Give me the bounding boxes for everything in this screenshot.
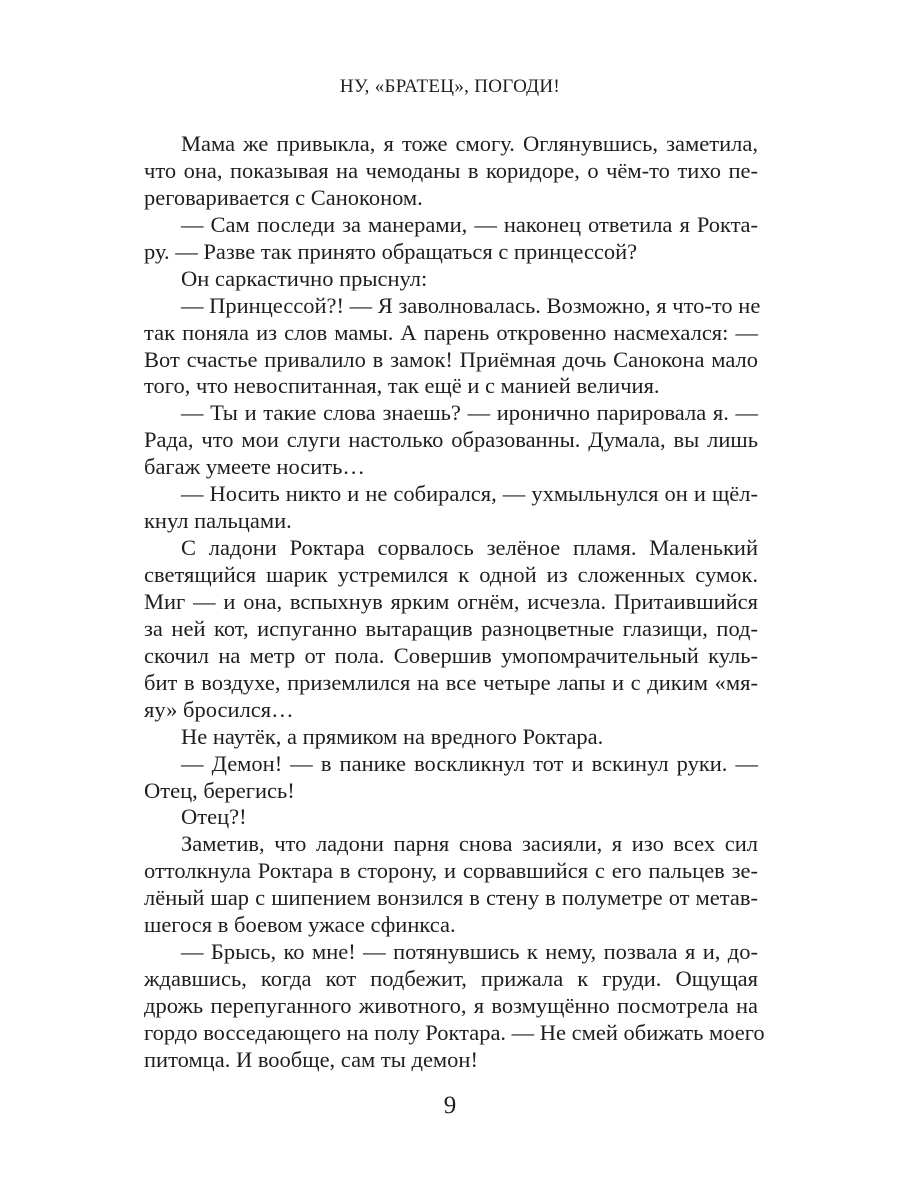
text-line: реговаривается с Саноконом. bbox=[144, 184, 423, 210]
running-head: НУ, «БРАТЕЦ», ПОГОДИ! bbox=[339, 76, 561, 97]
text-line: оттолкнула Роктара в сторону, и сорвавшийся с его пальцев зе- bbox=[144, 858, 758, 884]
body-text bbox=[144, 131, 765, 1074]
text-line: С ладони Роктара сорвалось зелёное пламя. Маленький bbox=[181, 535, 758, 561]
paragraph bbox=[144, 724, 758, 751]
text-line: кнул пальцами. bbox=[144, 508, 292, 534]
text-line: — Демон! — в панике воскликнул тот и вскинул руки. — bbox=[181, 750, 758, 776]
paragraph bbox=[144, 131, 758, 212]
text-line: — Принцессой?! — Я заволновалась. Возможно, я что-то не bbox=[181, 292, 761, 318]
text-line: лёный шар с шипением вонзился в стену в полуметре от метав- bbox=[144, 885, 758, 911]
text-line: багаж умеете носить… bbox=[144, 454, 365, 480]
text-line: дрожь перепуганного животного, я возмущённо посмотрела на bbox=[144, 993, 758, 1018]
paragraph bbox=[144, 831, 758, 939]
text-line: Отец?! bbox=[181, 804, 247, 830]
text-line: скочил на метр от пола. Совершив умопомрачительный куль- bbox=[144, 642, 758, 668]
text-line: — Ты и такие слова знаешь? — иронично парировала я. — bbox=[181, 400, 758, 426]
text-line: Заметив, что ладони парня снова засияли, я изо всех сил bbox=[181, 831, 758, 857]
text-line: Мама же привыкла, я тоже смогу. Оглянувшись, заметила, bbox=[181, 131, 758, 156]
text-line: Он саркастично прыснул: bbox=[181, 265, 428, 291]
text-line: за ней кот, испуганно вытаращив разноцветные глазищи, под- bbox=[144, 615, 758, 641]
text-line: светящийся шарик устремился к одной из сложенных сумок. bbox=[144, 562, 758, 587]
paragraph bbox=[144, 266, 758, 293]
paragraph bbox=[144, 751, 758, 805]
text-line: ру. — Разве так принято обращаться с принцессой? bbox=[144, 238, 638, 264]
paragraph bbox=[144, 804, 758, 831]
text-line: ждавшись, когда кот подбежит, прижала к груди. Ощущая bbox=[144, 966, 758, 992]
paragraph bbox=[144, 535, 758, 724]
text-line: — Носить никто и не собирался, — ухмыльнулся он и щёл- bbox=[181, 481, 758, 507]
text-line: — Брысь, ко мне! — потянувшись к нему, позвала я и, до- bbox=[181, 939, 758, 965]
text-line: бит в воздухе, приземлился на все четыре лапы и с диким «мя- bbox=[144, 669, 758, 695]
text-line: шегося в боевом ужасе сфинкса. bbox=[144, 912, 456, 938]
paragraph bbox=[144, 292, 761, 401]
page-number: 9 bbox=[443, 1092, 457, 1119]
text-line: того, что невоспитанная, так ещё и с манией величия. bbox=[144, 373, 660, 399]
text-line: так поняла из слов мамы. А парень откровенно насмехался: — bbox=[144, 319, 758, 345]
text-line: яу» бросился… bbox=[144, 696, 294, 722]
text-line: гордо восседающего на полу Роктара. — Не смей обижать моего bbox=[144, 1019, 765, 1045]
text-line: что она, показывая на чемоданы в коридоре, о чём-то тихо пе- bbox=[144, 157, 758, 183]
text-line: — Сам последи за манерами, — наконец ответила я Роктa- bbox=[181, 211, 758, 237]
text-line: Отец, берегись! bbox=[144, 777, 295, 803]
paragraph bbox=[144, 939, 765, 1074]
text-line: Рада, что мои слуги настолько образованны. Думала, вы лишь bbox=[144, 427, 758, 453]
paragraph bbox=[144, 481, 758, 535]
paragraph bbox=[144, 400, 758, 481]
text-line: Вот счастье привалило в замок! Приёмная дочь Санокона мало bbox=[144, 346, 758, 372]
text-line: Не наутёк, а прямиком на вредного Роктара. bbox=[181, 723, 604, 749]
text-line: питомца. И вообще, сам ты демон! bbox=[144, 1046, 478, 1072]
text-line: Миг — и она, вспыхнув ярким огнём, исчезла. Притаившийся bbox=[144, 588, 758, 614]
paragraph bbox=[144, 212, 758, 266]
